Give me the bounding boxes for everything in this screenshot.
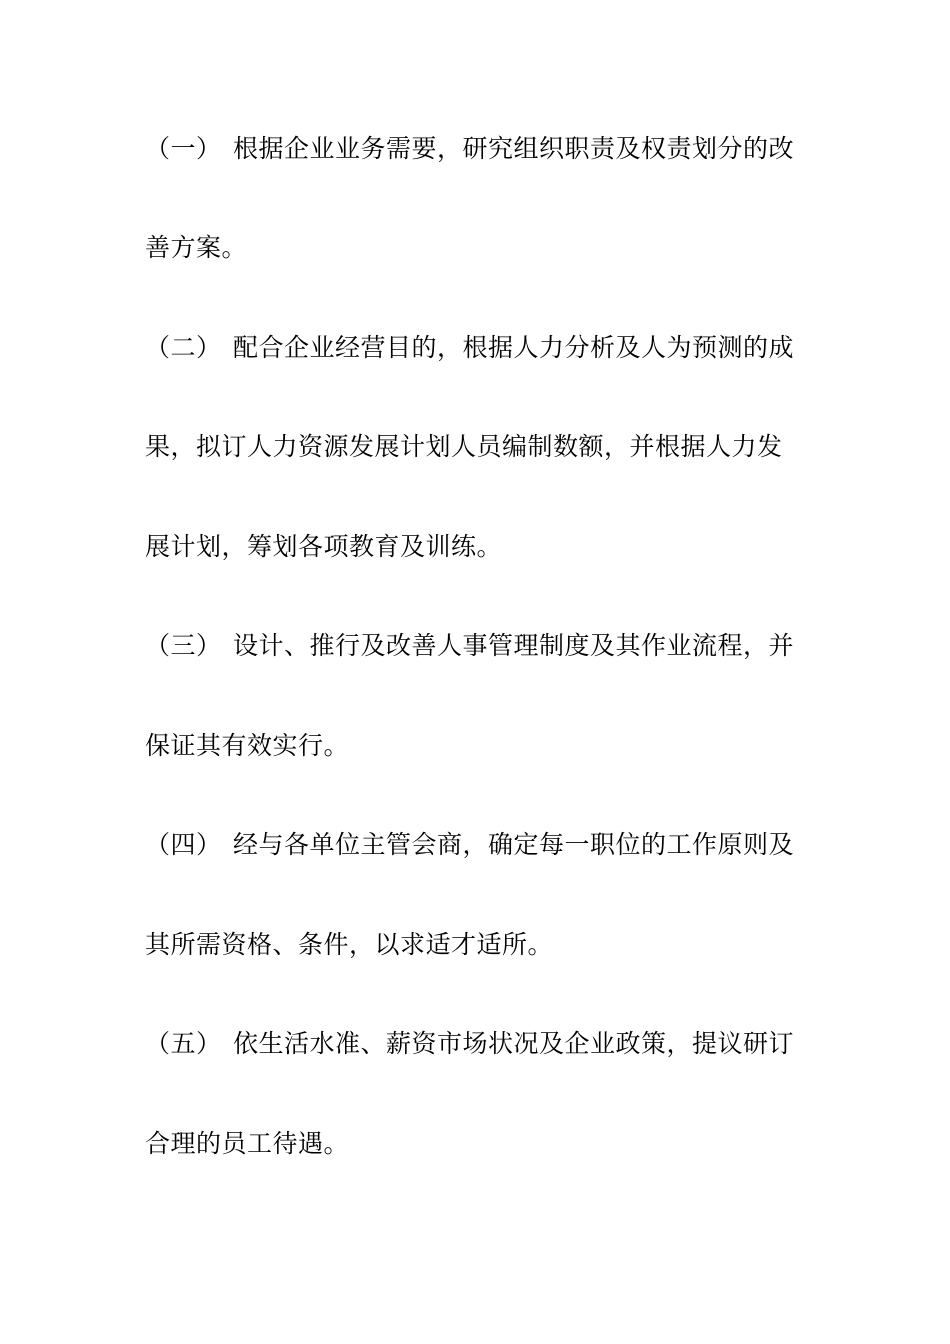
item-number: （一） [145,134,222,163]
item-2-continuation-line: 展计划，筹划各项教育及训练。 [145,532,503,561]
item-5-continuation-line: 合理的员工待遇。 [145,1129,350,1158]
item-3-first-line [145,631,815,661]
item-4-continuation-line: 其所需资格、条件，以求适才适所。 [145,930,554,959]
item-number: （二） [145,333,222,362]
item-text: 根据企业业务需要，研究组织职责及权责划分的改 [233,134,795,163]
item-3-continuation-line: 保证其有效实行。 [145,731,350,760]
item-2-first-line [145,333,815,363]
item-text: 依生活水准、薪资市场状况及企业政策，提议研订 [233,1029,795,1058]
item-5-first-line [145,1029,815,1059]
item-1-first-line [145,134,815,164]
item-text: 配合企业经营目的，根据人力分析及人为预测的成 [233,333,795,362]
item-text: 设计、推行及改善人事管理制度及其作业流程，并 [233,631,795,660]
item-text: 经与各单位主管会商，确定每一职位的工作原则及 [233,830,795,859]
item-number: （三） [145,631,222,660]
item-2-continuation-line: 果，拟订人力资源发展计划人员编制数额，并根据人力发 [145,432,783,461]
item-1-continuation-line: 善方案。 [145,233,248,262]
item-4-first-line [145,830,815,860]
item-number: （五） [145,1029,222,1058]
item-number: （四） [145,830,222,859]
